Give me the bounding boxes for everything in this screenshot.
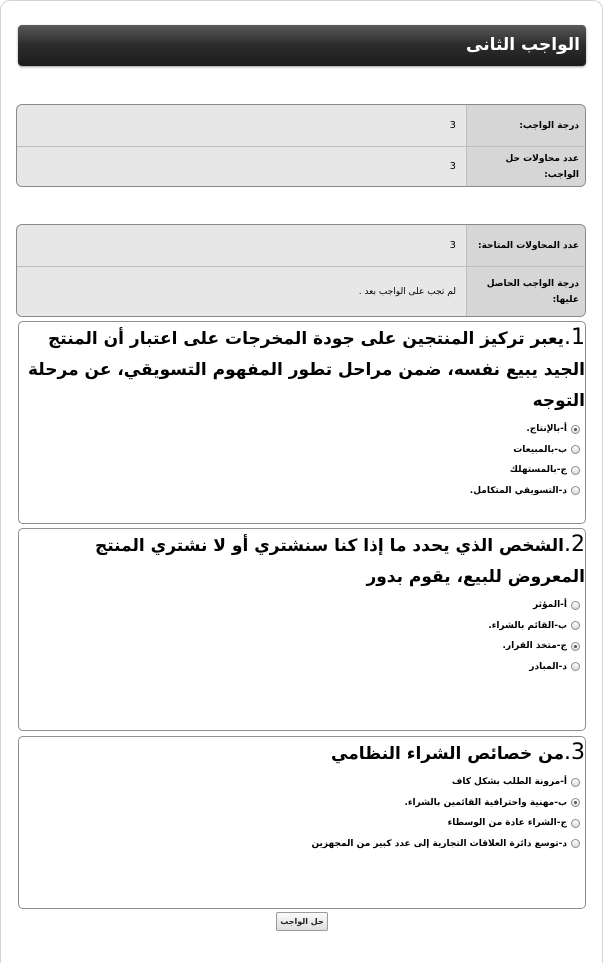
option[interactable] (19, 813, 585, 834)
info-row-available-attempts (17, 225, 585, 267)
radio-button[interactable] (571, 466, 580, 475)
options-list (19, 772, 585, 854)
info-label: درجة الواجب الحاصل عليها: (466, 267, 585, 316)
info-row-attempts (17, 147, 585, 186)
option-label: ب-القائم بالشراء. (488, 620, 567, 631)
radio-button[interactable] (571, 662, 580, 671)
radio-button[interactable] (571, 621, 580, 630)
question-number: 2. (564, 532, 585, 557)
option-label: أ-بالإنتاج. (526, 424, 567, 435)
question-3 (18, 736, 586, 909)
page-title: الواجب الثانى (18, 25, 586, 66)
option-label: أ-المؤثر (533, 600, 567, 611)
option[interactable] (19, 636, 585, 657)
question-number: 1. (564, 325, 585, 350)
radio-button[interactable] (571, 601, 580, 610)
option-label: د-المبادر (529, 661, 567, 672)
question-number: 3. (564, 740, 585, 765)
radio-button[interactable] (571, 778, 580, 787)
option-label: ج-بالمستهلك (509, 465, 567, 476)
radio-button[interactable] (571, 798, 580, 807)
info-value: 3 (17, 147, 466, 186)
question-2 (18, 528, 586, 731)
info-label: درجة الواجب: (466, 105, 585, 146)
info-value: 3 (17, 105, 466, 146)
option-label: أ-مرونة الطلب بشكل كاف (451, 777, 567, 788)
question-text (19, 737, 585, 770)
option[interactable] (19, 616, 585, 637)
option-label: ب-بالمبيعات (513, 444, 567, 455)
question-text (19, 529, 585, 593)
question-body: يعبر تركيز المنتجين على جودة المخرجات على اعتبار أن المنتج الجيد يبيع نفسه، ضمن مراحل تطور المفهوم التسويقي، عن مرحلة التوجه (28, 329, 585, 411)
option[interactable] (19, 460, 585, 481)
status-info-box (16, 224, 586, 317)
info-value: لم تجب على الواجب بعد . (17, 267, 466, 316)
option-label: د-التسويقي المتكامل. (469, 485, 567, 496)
option[interactable] (19, 595, 585, 616)
assignment-info-box (16, 104, 586, 187)
options-list (19, 419, 585, 501)
info-row-grade (17, 105, 585, 147)
submit-assignment-button[interactable]: حل الواجب (276, 912, 328, 931)
radio-button[interactable] (571, 839, 580, 848)
option-label: ج-الشراء عادة من الوسطاء (447, 818, 567, 829)
info-value: 3 (17, 225, 466, 266)
radio-button[interactable] (571, 425, 580, 434)
option-label: ب-مهنية واحترافية القائمين بالشراء. (404, 797, 567, 808)
radio-button[interactable] (571, 819, 580, 828)
radio-button[interactable] (571, 445, 580, 454)
question-body: الشخص الذي يحدد ما إذا كنا سنشتري أو لا نشتري المنتج المعروض للبيع، يقوم بدور (94, 536, 585, 587)
option-label: د-توسع دائرة العلاقات التجارية إلى عدد كبير من المجهزين (311, 838, 567, 849)
options-list (19, 595, 585, 677)
option[interactable] (19, 657, 585, 678)
option[interactable] (19, 419, 585, 440)
info-label: عدد محاولات حل الواجب: (466, 147, 585, 186)
radio-button[interactable] (571, 486, 580, 495)
option[interactable] (19, 834, 585, 855)
info-row-obtained-grade (17, 267, 585, 316)
question-text (19, 322, 585, 417)
option[interactable] (19, 440, 585, 461)
option[interactable] (19, 793, 585, 814)
question-1 (18, 321, 586, 524)
option-label: ج-متخذ القرار. (502, 641, 567, 652)
radio-button[interactable] (571, 642, 580, 651)
info-label: عدد المحاولات المتاحة: (466, 225, 585, 266)
question-body: من خصائص الشراء النظامي (331, 744, 564, 764)
option[interactable] (19, 772, 585, 793)
option[interactable] (19, 481, 585, 502)
